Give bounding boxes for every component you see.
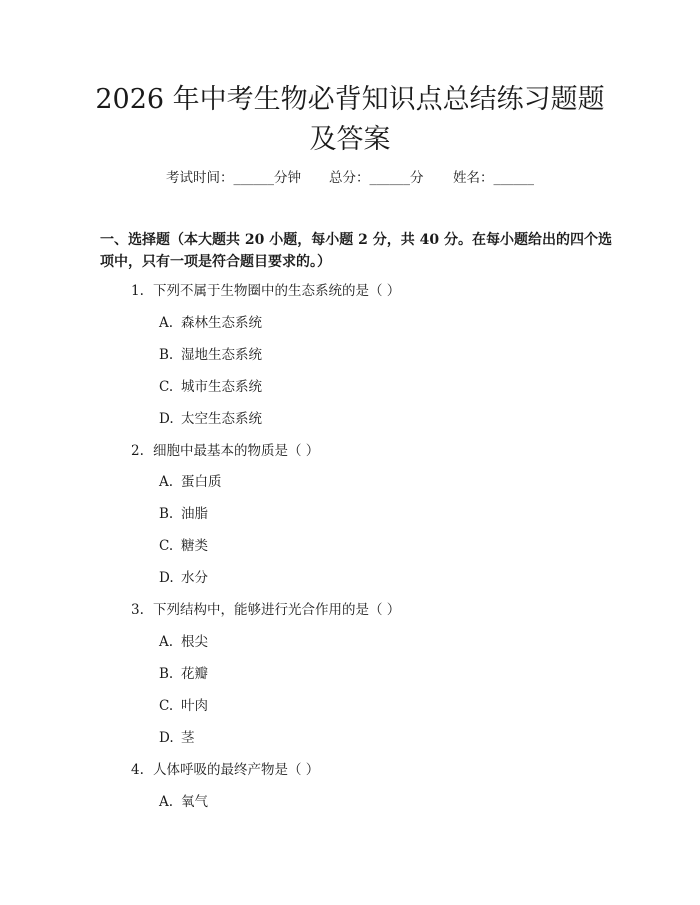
option-2d[interactable]	[159, 568, 208, 588]
option-text: 氧气	[181, 794, 208, 810]
option-3c[interactable]	[159, 696, 208, 716]
option-2c[interactable]	[159, 536, 208, 556]
page-title: 2026 年中考生物必背知识点总结练习题题及答案	[95, 84, 605, 155]
option-1c[interactable]	[159, 377, 262, 397]
option-text: 花瓣	[181, 666, 208, 682]
option-letter: C.	[159, 538, 174, 554]
option-text: 茎	[181, 730, 195, 746]
option-3a[interactable]	[159, 632, 208, 652]
option-letter: B.	[159, 347, 174, 363]
question-number: 2.	[131, 443, 144, 459]
question-text: 下列不属于生物圈中的生态系统的是（ ）	[153, 283, 401, 299]
option-letter: B.	[159, 666, 174, 682]
total-score-field: 总分：______分	[329, 170, 424, 186]
option-letter: B.	[159, 506, 174, 522]
option-text: 水分	[181, 570, 208, 586]
student-name-field: 姓名：______	[453, 170, 534, 186]
option-2a[interactable]	[159, 472, 222, 492]
option-letter: D.	[159, 570, 174, 586]
option-4a[interactable]	[159, 792, 208, 812]
option-text: 糖类	[181, 538, 208, 554]
question-number: 4.	[131, 762, 144, 778]
option-text: 油脂	[181, 506, 208, 522]
option-letter: A.	[159, 634, 174, 650]
option-text: 森林生态系统	[181, 315, 262, 331]
option-letter: D.	[159, 730, 174, 746]
exam-time-field: 考试时间：______分钟	[166, 170, 301, 186]
option-text: 湿地生态系统	[181, 347, 262, 363]
question-3	[131, 600, 400, 620]
option-1a[interactable]	[159, 313, 262, 333]
option-2b[interactable]	[159, 504, 208, 524]
option-letter: C.	[159, 379, 174, 395]
question-2	[131, 441, 319, 461]
option-letter: A.	[159, 315, 174, 331]
option-text: 太空生态系统	[181, 411, 262, 427]
option-1d[interactable]	[159, 409, 262, 429]
option-letter: A.	[159, 474, 174, 490]
question-number: 3.	[131, 602, 144, 618]
option-3d[interactable]	[159, 728, 195, 748]
question-4	[131, 760, 319, 780]
option-3b[interactable]	[159, 664, 208, 684]
option-text: 根尖	[181, 634, 208, 650]
option-letter: D.	[159, 411, 174, 427]
option-text: 叶肉	[181, 698, 208, 714]
question-1	[131, 281, 400, 301]
option-letter: C.	[159, 698, 174, 714]
option-1b[interactable]	[159, 345, 262, 365]
question-text: 下列结构中，能够进行光合作用的是（ ）	[153, 602, 401, 618]
section-heading: 一、选择题（本大题共 20 小题，每小题 2 分，共 40 分。在每小题给出的四个选项中，只有一项是符合题目要求的。）	[100, 232, 612, 270]
option-text: 蛋白质	[181, 474, 222, 490]
question-number: 1.	[131, 283, 144, 299]
question-text: 人体呼吸的最终产物是（ ）	[153, 762, 320, 778]
option-text: 城市生态系统	[181, 379, 262, 395]
option-letter: A.	[159, 794, 174, 810]
question-text: 细胞中最基本的物质是（ ）	[153, 443, 320, 459]
